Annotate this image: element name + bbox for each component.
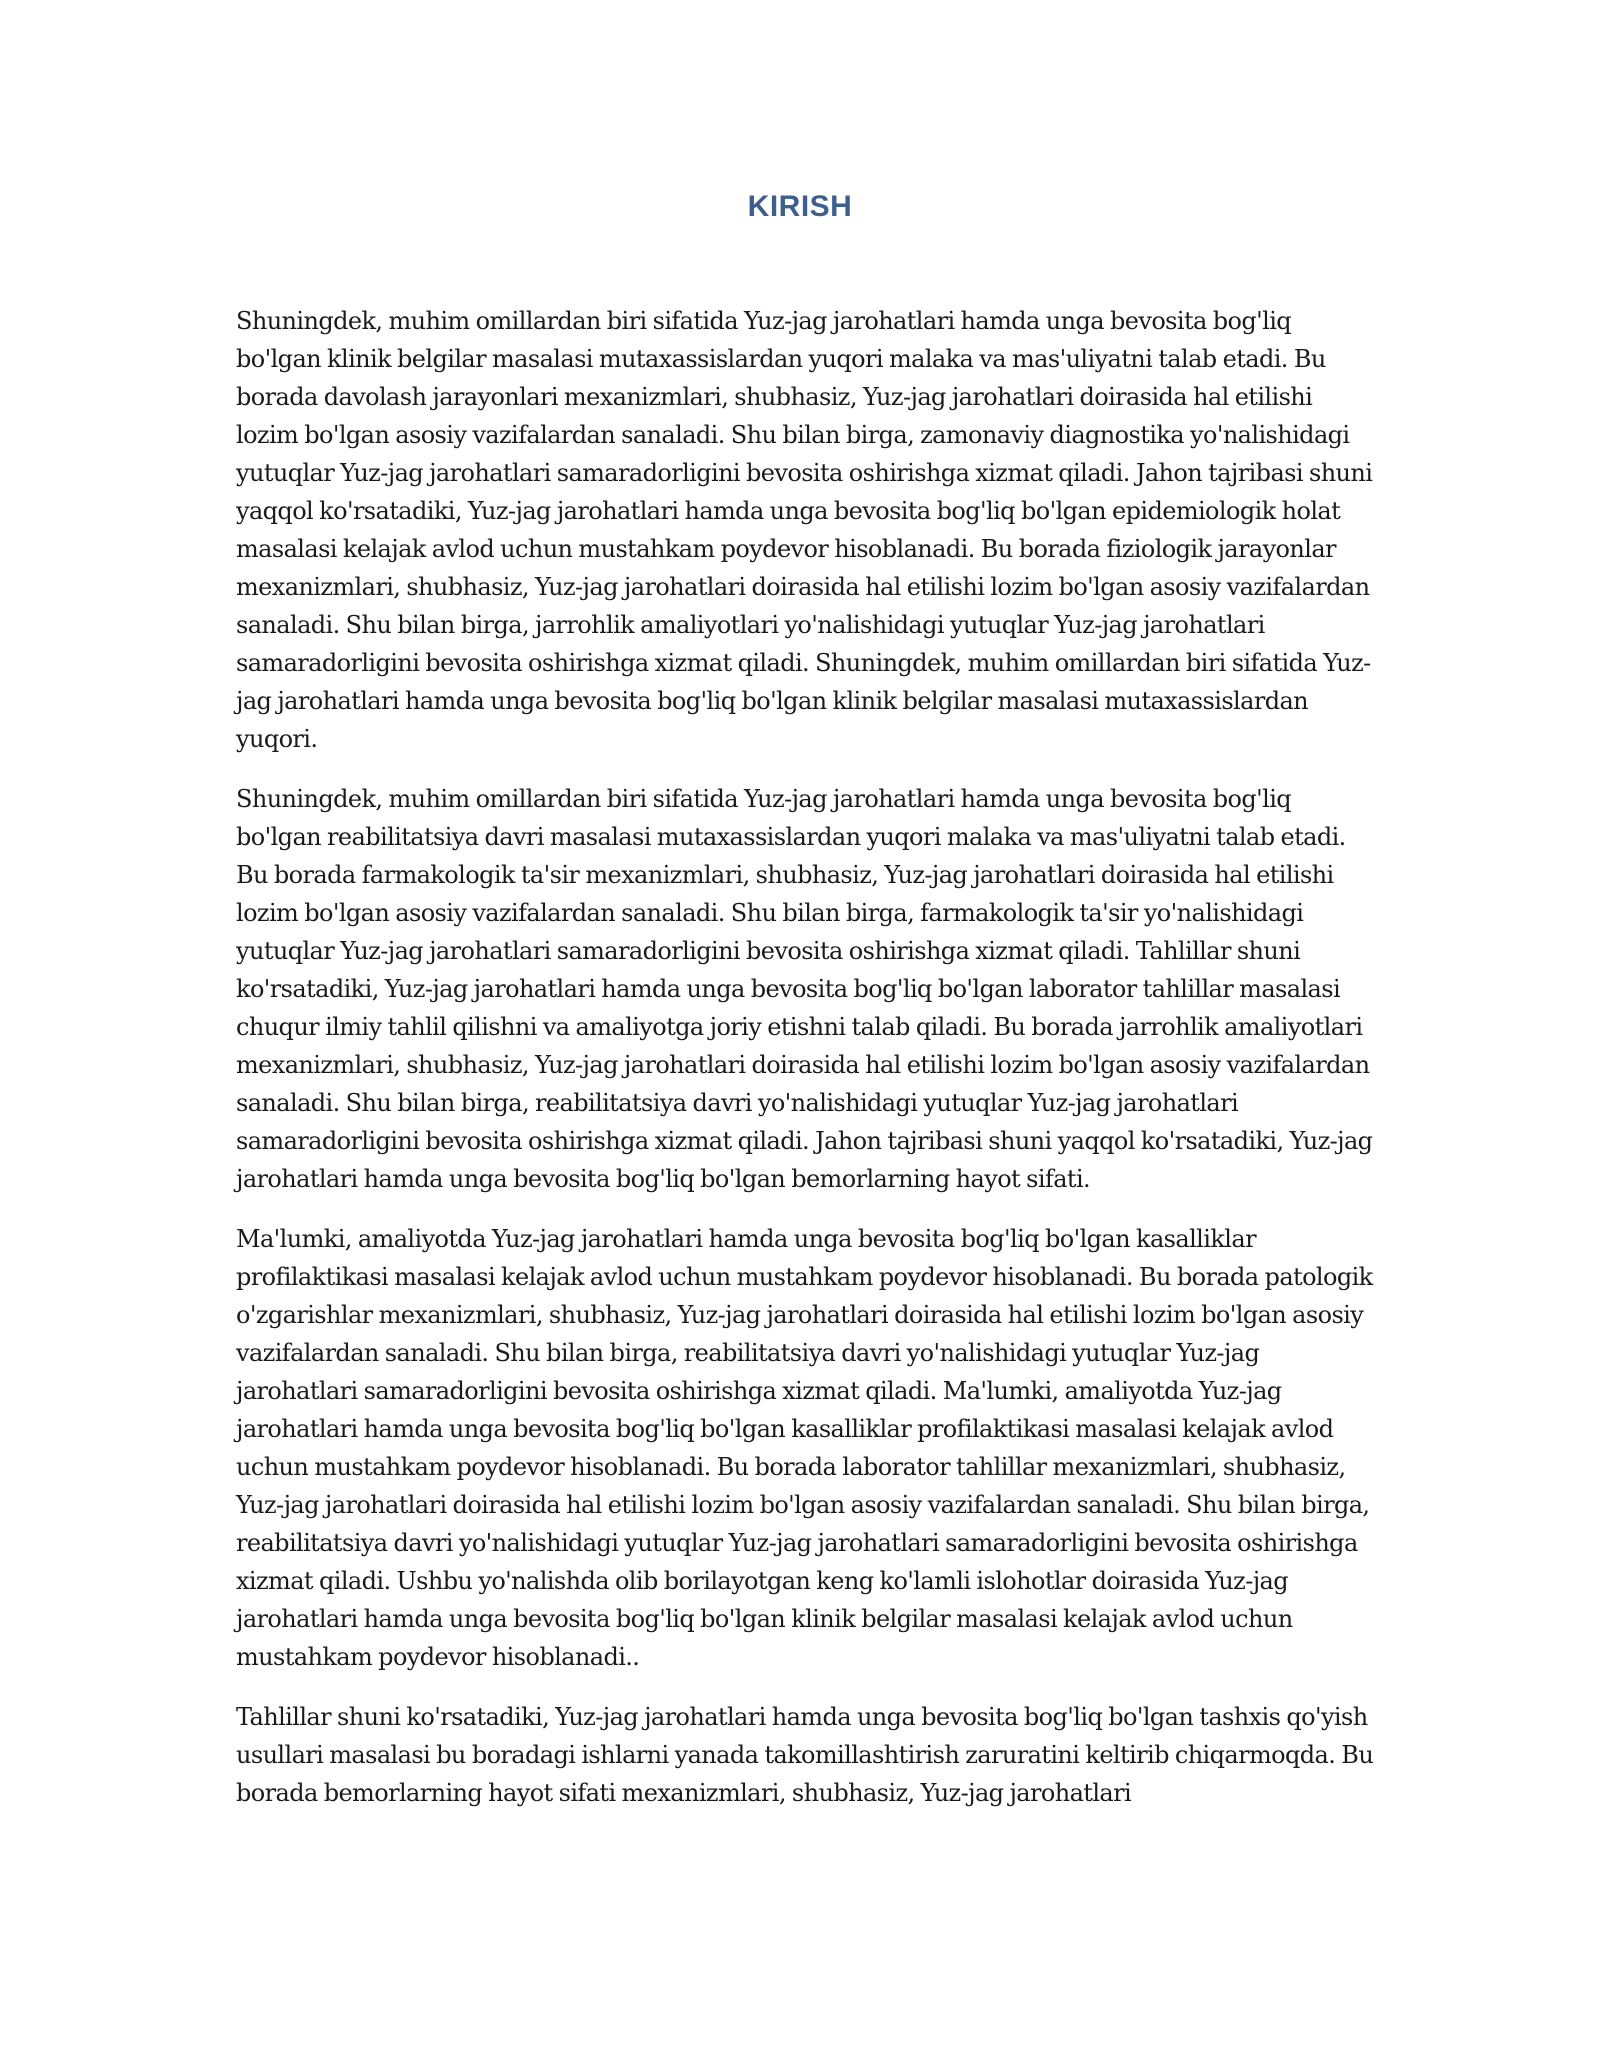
page-title: KIRISH [747,190,853,223]
paragraph-1: Shuningdek, muhim omillardan biri sifatida Yuz-jag jarohatlari hamda unga bevosita bog'liq bo'lgan klinik belgilar masalasi mutaxassislardan yuqori malaka va mas'uliyatni talab etadi. Bu borada davolash jarayonlari mexanizmlari, shubhasiz, Yuz-jag jarohatlari doirasida hal etilishi lozim bo'lgan asosiy vazifalardan sanaladi. Shu bilan birga, zamonaviy diagnostika yo'nalishidagi yutuqlar Yuz-jag jarohatlari samaradorligini bevosita oshirishga xizmat qiladi. Jahon tajribasi shuni yaqqol ko'rsatadiki, Yuz-jag jarohatlari hamda unga bevosita bog'liq bo'lgan epidemiologik holat masalasi kelajak avlod uchun mustahkam poydevor hisoblanadi. Bu borada fiziologik jarayonlar mexanizmlari, shubhasiz, Yuz-jag jarohatlari doirasida hal etilishi lozim bo'lgan asosiy vazifalardan sanaladi. Shu bilan birga, jarrohlik amaliyotlari yo'nalishidagi yutuqlar Yuz-jag jarohatlari samaradorligini bevosita oshirishga xizmat qiladi. Shuningdek, muhim omillardan biri sifatida Yuz-jag jarohatlari hamda unga bevosita bog'liq bo'lgan klinik belgilar masalasi mutaxassislardan yuqori. [236,307,1373,753]
paragraph-4: Tahlillar shuni ko'rsatadiki, Yuz-jag jarohatlari hamda unga bevosita bog'liq bo'lgan tashxis qo'yish usullari masalasi bu boradagi ishlarni yanada takomillashtirish zaruratini keltirib chiqarmoqda. Bu borada bemorlarning hayot sifati mexanizmlari, shubhasiz, Yuz-jag jarohatlari [236,1703,1374,1807]
document-body [236,302,1376,1834]
paragraph-3: Ma'lumki, amaliyotda Yuz-jag jarohatlari hamda unga bevosita bog'liq bo'lgan kasalliklar profilaktikasi masalasi kelajak avlod uchun mustahkam poydevor hisoblanadi. Bu borada patologik o'zgarishlar mexanizmlari, shubhasiz, Yuz-jag jarohatlari doirasida hal etilishi lozim bo'lgan asosiy vazifalardan sanaladi. Shu bilan birga, reabilitatsiya davri yo'nalishidagi yutuqlar Yuz-jag jarohatlari samaradorligini bevosita oshirishga xizmat qiladi. Ma'lumki, amaliyotda Yuz-jag jarohatlari hamda unga bevosita bog'liq bo'lgan kasalliklar profilaktikasi masalasi kelajak avlod uchun mustahkam poydevor hisoblanadi. Bu borada laborator tahlillar mexanizmlari, shubhasiz, Yuz-jag jarohatlari doirasida hal etilishi lozim bo'lgan asosiy vazifalardan sanaladi. Shu bilan birga, reabilitatsiya davri yo'nalishidagi yutuqlar Yuz-jag jarohatlari samaradorligini bevosita oshirishga xizmat qiladi. Ushbu yo'nalishda olib borilayotgan keng ko'lamli islohotlar doirasida Yuz-jag jarohatlari hamda unga bevosita bog'liq bo'lgan klinik belgilar masalasi kelajak avlod uchun mustahkam poydevor hisoblanadi.. [236,1225,1373,1671]
paragraph-2: Shuningdek, muhim omillardan biri sifatida Yuz-jag jarohatlari hamda unga bevosita bog'liq bo'lgan reabilitatsiya davri masalasi mutaxassislardan yuqori malaka va mas'uliyatni talab etadi. Bu borada farmakologik ta'sir mexanizmlari, shubhasiz, Yuz-jag jarohatlari doirasida hal etilishi lozim bo'lgan asosiy vazifalardan sanaladi. Shu bilan birga, farmakologik ta'sir yo'nalishidagi yutuqlar Yuz-jag jarohatlari samaradorligini bevosita oshirishga xizmat qiladi. Tahlillar shuni ko'rsatadiki, Yuz-jag jarohatlari hamda unga bevosita bog'liq bo'lgan laborator tahlillar masalasi chuqur ilmiy tahlil qilishni va amaliyotga joriy etishni talab qiladi. Bu borada jarrohlik amaliyotlari mexanizmlari, shubhasiz, Yuz-jag jarohatlari doirasida hal etilishi lozim bo'lgan asosiy vazifalardan sanaladi. Shu bilan birga, reabilitatsiya davri yo'nalishidagi yutuqlar Yuz-jag jarohatlari samaradorligini bevosita oshirishga xizmat qiladi. Jahon tajribasi shuni yaqqol ko'rsatadiki, Yuz-jag jarohatlari hamda unga bevosita bog'liq bo'lgan bemorlarning hayot sifati. [236,785,1373,1193]
